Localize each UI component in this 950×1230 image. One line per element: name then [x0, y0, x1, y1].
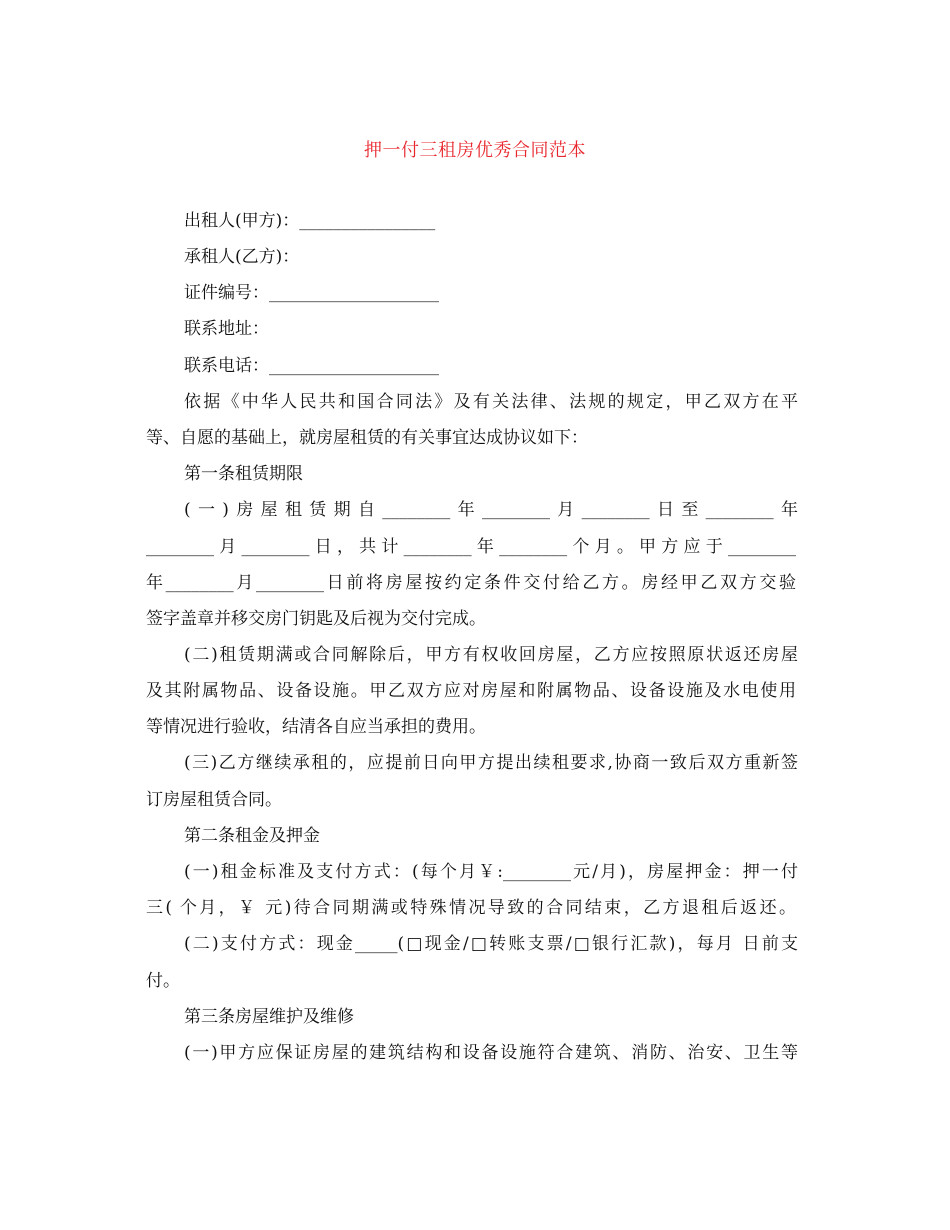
address-line: 联系地址： — [184, 319, 269, 339]
clause-line: (一)房屋租赁期自________年________月________日至________年 — [184, 500, 798, 520]
clause-line: (一)租金标准及支付方式：(每个月￥:________元/月)，房屋押金：押一付 — [184, 862, 798, 882]
clause-line: (二)支付方式：现金_____(□现金/□转账支票/□银行汇款)，每月 日前支 — [184, 934, 798, 954]
lessor-line: 出租人(甲方)：________________ — [184, 211, 436, 231]
id-number-line: 证件编号：____________________ — [184, 283, 439, 303]
clause-line: (三)乙方继续承租的，应提前日向甲方提出续租要求,协商一致后双方重新签 — [184, 753, 798, 773]
phone-line: 联系电话：____________________ — [184, 356, 439, 376]
clause-line: 三( 个月，￥ 元)待合同期满或特殊情况导致的合同结束，乙方退租后返还。 — [146, 898, 796, 918]
clause-line: (二)租赁期满或合同解除后，甲方有权收回房屋，乙方应按照原状返还房屋 — [184, 645, 798, 665]
clause-line: 签字盖章并移交房门钥匙及后视为交付完成。 — [146, 609, 486, 629]
clause-line: 付。 — [146, 971, 180, 991]
clause-line: ________月________日，共计________年________个月。甲方应于________ — [146, 537, 796, 557]
clause-line: 订房屋租赁合同。 — [146, 790, 282, 810]
clause-line: 及其附属物品、设备设施。甲乙双方应对房屋和附属物品、设备设施及水电使用 — [146, 681, 796, 701]
clause-line: 年________月________日前将房屋按约定条件交付给乙方。房经甲乙双方交验 — [146, 573, 796, 593]
clause-line: 等情况进行验收，结清各自应当承担的费用。 — [146, 717, 486, 737]
article-heading: 第三条房屋维护及维修 — [184, 1007, 354, 1027]
intro-line: 等、自愿的基础上，就房屋租赁的有关事宜达成协议如下： — [146, 428, 588, 448]
clause-line: (一)甲方应保证房屋的建筑结构和设备设施符合建筑、消防、治安、卫生等 — [184, 1043, 798, 1063]
article-heading: 第二条租金及押金 — [184, 826, 320, 846]
lessee-line: 承租人(乙方)： — [184, 247, 300, 267]
intro-line: 依据《中华人民共和国合同法》及有关法律、法规的规定，甲乙双方在平 — [184, 392, 798, 412]
article-heading: 第一条租赁期限 — [184, 464, 303, 484]
document-title: 押一付三租房优秀合同范本 — [364, 140, 586, 161]
